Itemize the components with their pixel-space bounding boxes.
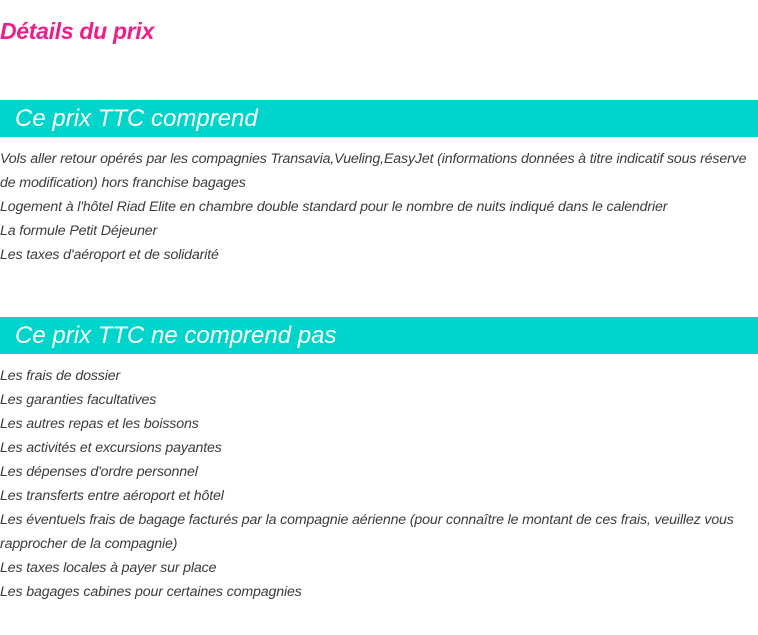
- excluded-item-meals: Les autres repas et les boissons: [0, 416, 199, 432]
- excluded-item-baggage-fees: Les éventuels frais de bagage facturés par la compagnie aérienne (pour connaître le montant de ces frais, veuillez vous rapprocher de la compagnie): [0, 512, 734, 552]
- included-item-breakfast: La formule Petit Déjeuner: [0, 223, 158, 239]
- included-item-flights: Vols aller retour opérés par les compagnies Transavia,Vueling,EasyJet (informations données à titre indicatif sous réserve de modification) hors franchise bagages: [0, 151, 747, 191]
- excluded-item-guarantees: Les garanties facultatives: [0, 392, 157, 408]
- excluded-item-activities: Les activités et excursions payantes: [0, 440, 222, 456]
- included-list: [0, 147, 750, 267]
- excluded-section-header: Ce prix TTC ne comprend pas: [0, 317, 758, 354]
- excluded-item-cabin-bags: Les bagages cabines pour certaines compagnies: [0, 584, 302, 600]
- excluded-item-personal: Les dépenses d'ordre personnel: [0, 464, 198, 480]
- excluded-list: [0, 364, 750, 604]
- excluded-item-local-taxes: Les taxes locales à payer sur place: [0, 560, 217, 576]
- included-item-hotel: Logement à l'hôtel Riad Elite en chambre double standard pour le nombre de nuits indiqué dans le calendrier: [0, 199, 668, 215]
- excluded-item-transfers: Les transferts entre aéroport et hôtel: [0, 488, 224, 504]
- included-item-taxes: Les taxes d'aéroport et de solidarité: [0, 247, 219, 263]
- page-title: Détails du prix: [0, 18, 154, 44]
- included-section-header: Ce prix TTC comprend: [0, 100, 758, 137]
- excluded-item-fees: Les frais de dossier: [0, 368, 121, 384]
